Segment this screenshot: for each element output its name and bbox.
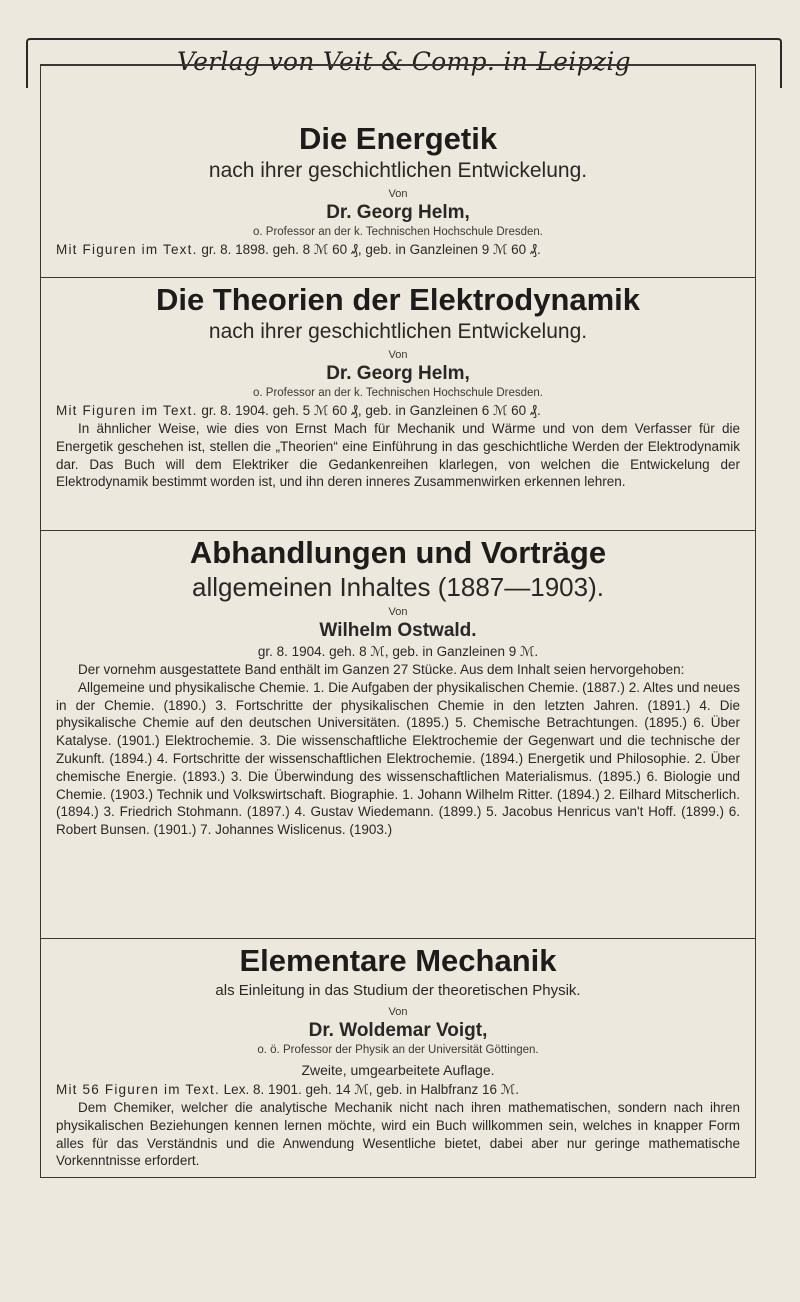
by-label: Von (388, 188, 408, 200)
book-entry-abhandlungen (40, 534, 756, 839)
book-price (56, 1080, 740, 1099)
book-description: Dem Chemiker, welcher die analytische Mechanik nicht nach ihren mathematischen, sondern nach ihren physikalischen Beziehungen kennen lernen möchte, wird ein Buch willkommen sein, welches in knapper Form alles für das Verständnis und die Anwendung Wesentliche bietet, dabei aber nur geringe mathematische Vorkenntnisse erfordert. (56, 1100, 740, 1169)
by-label: Von (388, 1006, 408, 1018)
author-affiliation: o. Professor an der k. Technischen Hochschule Dresden. (253, 387, 543, 399)
book-price (56, 401, 740, 420)
book-author: Dr. Georg Helm, (326, 363, 470, 384)
book-author: Dr. Georg Helm, (326, 202, 470, 223)
book-author: Wilhelm Ostwald. (319, 620, 477, 641)
by-label: Von (388, 606, 408, 618)
book-subtitle: nach ihrer geschichtlichen Entwickelung. (208, 320, 588, 343)
book-description: Der vornehm ausgestattete Band enthält im Ganzen 27 Stücke. Aus dem Inhalt seien hervorgehoben: (78, 662, 685, 677)
book-entry-elektrodynamik (40, 281, 756, 491)
book-title: Elementare Mechanik (239, 943, 557, 978)
price-details: Lex. 8. 1901. geh. 14 ℳ, geb. in Halbfranz 16 ℳ. (223, 1082, 519, 1097)
book-subtitle: als Einleitung in das Studium der theoretischen Physik. (215, 982, 581, 999)
book-entry-energetik (40, 120, 756, 259)
price-prefix: Mit Figuren im Text. (56, 242, 198, 257)
author-affiliation: o. Professor an der k. Technischen Hochschule Dresden. (253, 226, 543, 238)
price-prefix: Mit 56 Figuren im Text. (56, 1082, 220, 1097)
book-author: Dr. Woldemar Voigt, (308, 1020, 488, 1041)
book-price: gr. 8. 1904. geh. 8 ℳ, geb. in Ganzleinen 9 ℳ. (257, 644, 539, 659)
price-details: gr. 8. 1904. geh. 5 ℳ 60 ₰, geb. in Ganzleinen 6 ℳ 60 ₰. (201, 403, 541, 418)
book-title: Die Energetik (298, 121, 498, 156)
section-divider (40, 938, 756, 939)
book-price (56, 240, 740, 259)
by-label: Von (388, 349, 408, 361)
book-edition: Zweite, umgearbeitete Auflage. (301, 1062, 495, 1078)
book-subtitle: nach ihrer geschichtlichen Entwickelung. (208, 159, 588, 182)
book-title: Abhandlungen und Vorträge (189, 535, 607, 570)
price-prefix: Mit Figuren im Text. (56, 403, 198, 418)
section-divider (40, 277, 756, 278)
book-title: Die Theorien der Elektrodynamik (155, 282, 641, 317)
price-details: gr. 8. 1898. geh. 8 ℳ 60 ₰, geb. in Ganzleinen 9 ℳ 60 ₰. (201, 242, 541, 257)
section-divider (40, 530, 756, 531)
author-affiliation: o. ö. Professor der Physik an der Universität Göttingen. (257, 1044, 539, 1056)
book-entry-mechanik (40, 942, 756, 1170)
book-contents: Allgemeine und physikalische Chemie. 1. Die Aufgaben der physikalischen Chemie. (1887.) 2. Altes und neues in der Chemie. (1890.) 3. Fortschritte der physikalischen Chemie in den letzten Jahren. (1891.) 4. Die physikalische Chemie auf den deutschen Universitäten. (1895.) 5. Chemische Betrachtungen. (1895.) 6. Über Katalyse. (1901.) Elektrochemie. 3. Die wissenschaftliche Elektrochemie der Gegenwart und die technische der Zukunft. (1894.) 4. Fortschritte der wissenschaftlichen Elektrochemie. (1894.) Energetik und Philosophie. 2. Über chemische Energie. (1893.) 3. Die Überwindung des wissenschaftlichen Materialismus. (1895.) 6. Biologie und Chemie. (1903.) Technik und Volkswirtschaft. Biographie. 1. Johann Wilhelm Ritter. (1894.) 2. Eilhard Mitscherlich. (1894.) 3. Friedrich Stohmann. (1897.) 4. Gustav Wiedemann. (1899.) 5. Jacobus Henricus van't Hoff. (1899.) 6. Robert Bunsen. (1901.) 7. Johannes Wislicenus. (1903.) (56, 679, 740, 838)
book-description: In ähnlicher Weise, wie dies von Ernst Mach für Mechanik und Wärme und von dem Verfasser für die Energetik geschehen ist, stellen die „Theorien“ eine Einführung in das geschichtliche Werden der Elektrodynamik dar. Das Buch will dem Elektriker die Gedankenreihen klarlegen, von welchen die Entwickelung der Elektrodynamik bestimmt worden ist, und ihn deren inneres Zusammenwirken erkennen lehren. (56, 421, 740, 490)
publisher-header-text: Verlag von Veit & Comp. in Leipzig (177, 47, 631, 76)
book-subtitle: allgemeinen Inhaltes (1887—1903). (192, 572, 604, 602)
